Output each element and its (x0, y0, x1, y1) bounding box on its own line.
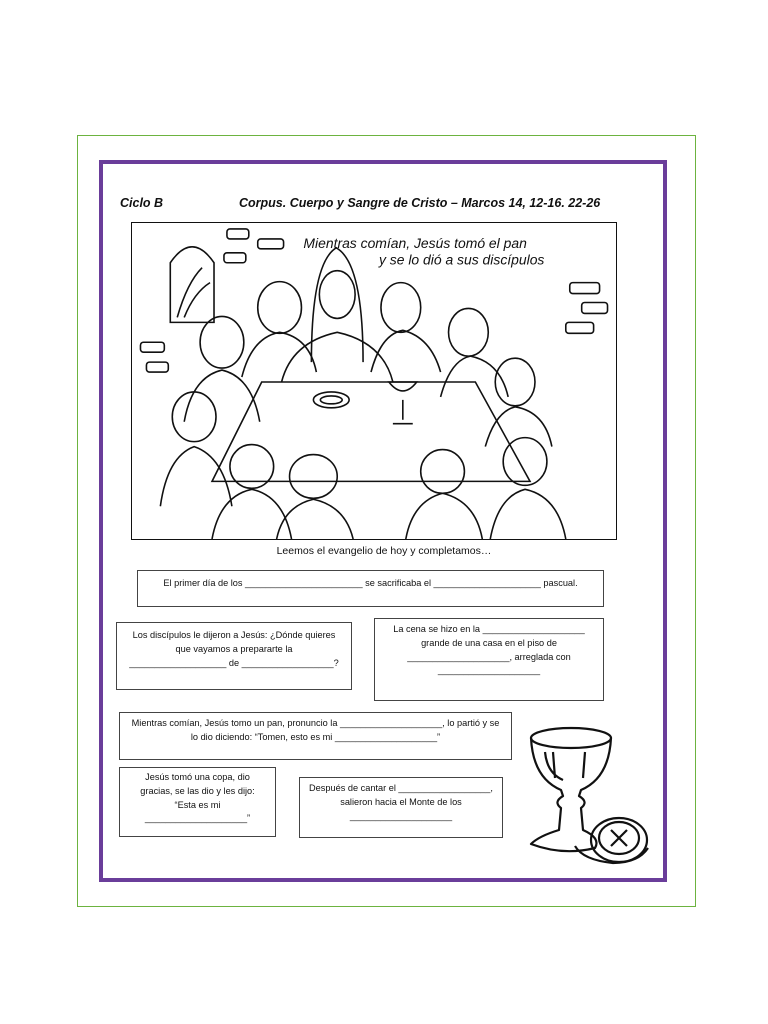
fill-box-4-line2: lo dio diciendo: “Tomen, esto es mi ____________________” (190, 731, 441, 742)
fill-box-2-line2: que vayamos a prepararte la (175, 643, 293, 654)
jesus-hair (311, 248, 363, 362)
chalice-icon (523, 718, 653, 868)
fill-box-4-line1: Mientras comían, Jesús tomo un pan, pronuncio la ____________________, lo partió y se (131, 718, 500, 728)
jesus-face (319, 271, 355, 319)
fill-box-1 (137, 570, 604, 607)
fill-box-3-line2: grande de una casa en el piso de (421, 637, 557, 648)
cycle-label: Ciclo B (120, 196, 164, 210)
fill-box-3 (374, 618, 604, 701)
fill-box-5-line1: Jesús tomó una copa, dio (145, 772, 250, 782)
fill-box-5-line3: “Esta es mi (174, 799, 221, 810)
table-chalice (389, 382, 417, 424)
fill-box-6-line2: salieron hacia el Monte de los (340, 796, 462, 807)
fill-box-5-line2: gracias, se las dio y les dijo: (140, 785, 255, 796)
fill-box-2-line1: Los discípulos le dijeron a Jesús: ¿Dónde quieres (132, 630, 336, 640)
fill-box-5-line4: ____________________” (144, 813, 251, 824)
fill-box-3-line3: ____________________, arreglada con (407, 651, 571, 662)
chalice-illustration (523, 718, 653, 868)
fill-box-2-line3: ___________________ de __________________? (129, 657, 339, 668)
table (212, 382, 530, 481)
last-supper-drawing (132, 223, 616, 539)
instructions: Leemos el evangelio de hoy y completamos… (276, 545, 492, 557)
fill-box-2 (116, 622, 352, 690)
fill-box-1-line1: El primer día de los _______________________ se sacrificaba el _____________________ pascual. (163, 578, 578, 588)
fill-box-5 (119, 767, 276, 837)
last-supper-illustration (131, 222, 617, 540)
fill-box-6-line1: Después de cantar el __________________, (309, 783, 493, 793)
fill-box-3-line4: ____________________ (437, 665, 541, 676)
fill-box-6-line3: ____________________ (349, 810, 453, 821)
plate (313, 392, 349, 408)
illustration-caption-line1: Mientras comían, Jesús tomó el pan (303, 234, 527, 251)
fill-box-4 (119, 712, 512, 760)
fill-box-3-line1: La cena se hizo en la ____________________ (393, 624, 585, 634)
illustration-caption-line2: y se lo dió a sus discípulos (378, 251, 545, 268)
fill-box-6 (299, 777, 503, 838)
worksheet-title: Corpus. Cuerpo y Sangre de Cristo – Marcos 14, 12-16. 22-26 (239, 196, 601, 210)
